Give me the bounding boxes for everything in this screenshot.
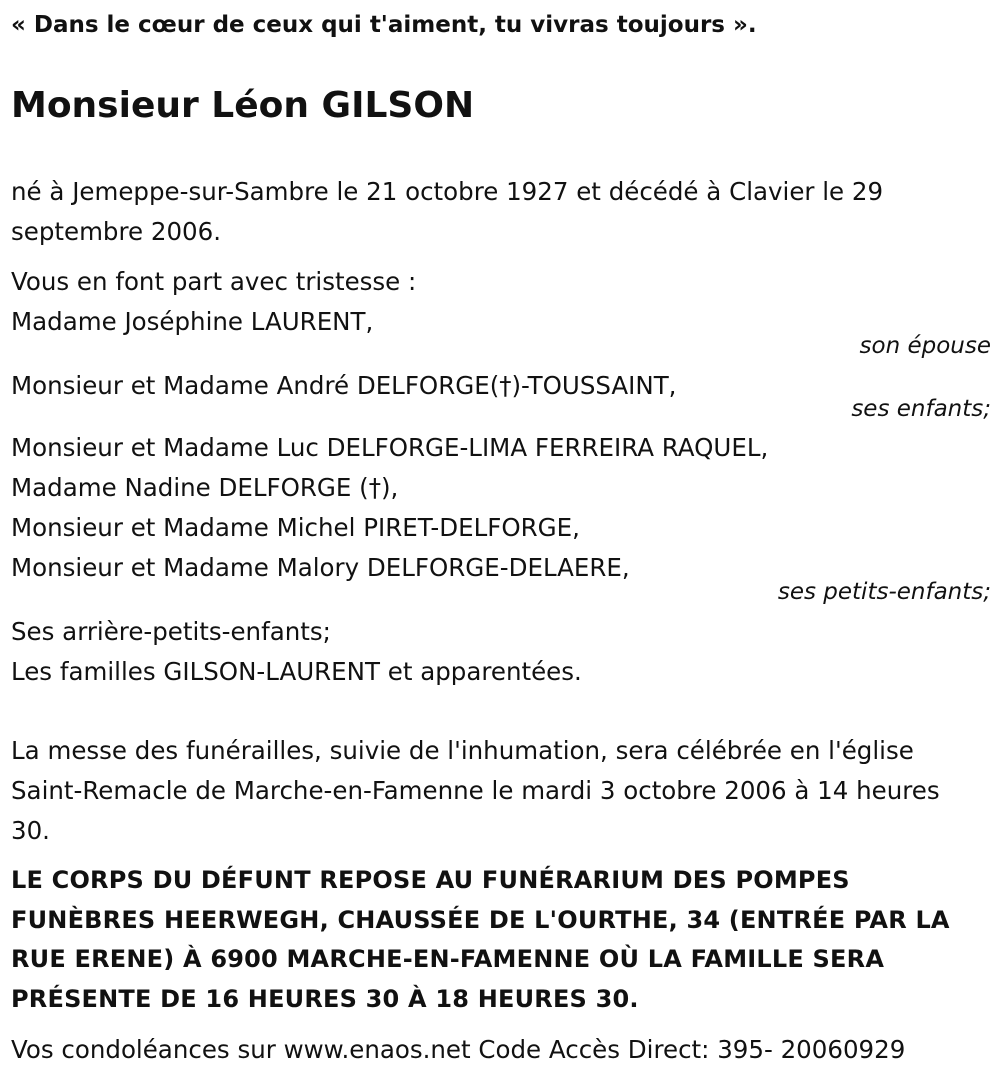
grandchildren-relation: ses petits-enfants; bbox=[777, 579, 991, 605]
grandchild-entry: Monsieur et Madame Michel PIRET-DELFORGE, bbox=[11, 513, 580, 542]
announcement-intro: Vous en font part avec tristesse : bbox=[11, 267, 417, 296]
deceased-name: Monsieur Léon GILSON bbox=[11, 85, 475, 126]
grandchild-entry: Monsieur et Madame Malory DELFORGE-DELAERE, bbox=[11, 553, 630, 582]
children-relation: ses enfants; bbox=[851, 396, 991, 422]
grandchild-entry: Monsieur et Madame Luc DELFORGE-LIMA FERREIRA RAQUEL, bbox=[11, 433, 769, 462]
spouse-name: Madame Joséphine LAURENT, bbox=[11, 307, 374, 336]
spouse-relation: son épouse bbox=[859, 333, 991, 359]
birth-death-text: né à Jemeppe-sur-Sambre le 21 octobre 1927 et décédé à Clavier le 29 septembre 2006. bbox=[11, 177, 884, 246]
ceremony-text: La messe des funérailles, suivie de l'inhumation, sera célébrée en l'église Saint-Remacle de Marche-en-Famenne le mardi 3 octobre 2006 à 14 heures 30. bbox=[11, 736, 940, 845]
related-families: Les familles GILSON-LAURENT et apparentées. bbox=[11, 657, 582, 686]
condolences-line: Vos condoléances sur www.enaos.net Code Accès Direct: 395- 20060929 bbox=[11, 1035, 906, 1064]
great-grandchildren: Ses arrière-petits-enfants; bbox=[11, 617, 331, 646]
children-name: Monsieur et Madame André DELFORGE(†)-TOUSSAINT, bbox=[11, 371, 677, 400]
epitaph-quote: « Dans le cœur de ceux qui t'aiment, tu vivras toujours ». bbox=[11, 12, 757, 38]
grandchild-entry: Madame Nadine DELFORGE (†), bbox=[11, 473, 399, 502]
viewing-information: LE CORPS DU DÉFUNT REPOSE AU FUNÉRARIUM DES POMPES FUNÈBRES HEERWEGH, CHAUSSÉE DE L'OURTHE, 34 (ENTRÉE PAR LA RUE ERENE) À 6900 MARCHE-EN-FAMENNE OÙ LA FAMILLE SERA PRÉSENTE DE 16 HEURES 30 À 18 HEURES 30. bbox=[11, 866, 950, 1013]
